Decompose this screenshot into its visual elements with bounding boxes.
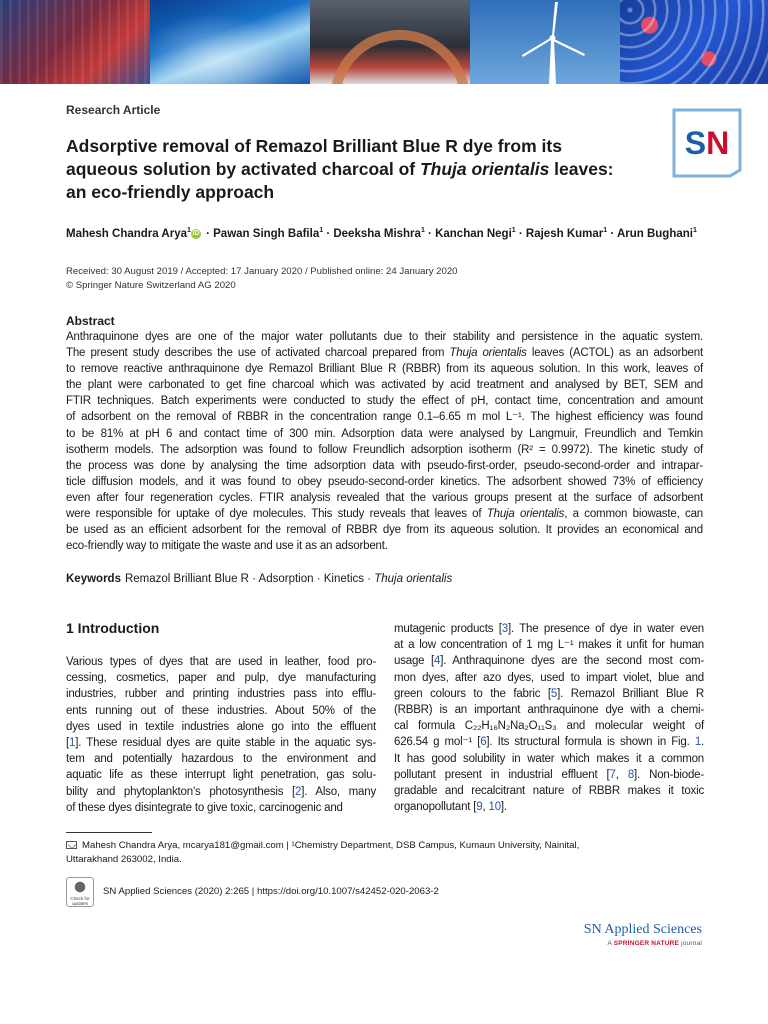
abstract-line: to be 81% at pH 6 and contact time of 300 min. Adsorption data were analysed by Langmuir, Freundlich and Temkin: [66, 427, 703, 440]
author-separator: ·: [515, 227, 526, 240]
author-name[interactable]: Arun Bughani: [616, 227, 693, 240]
body-text-line: aquatic life as these interrupt light penetration, gas solu-: [66, 769, 376, 782]
body-text-line: green colours to the fabric [5]. Remazol Brilliant Blue R: [394, 687, 704, 700]
copyright-line: © Springer Nature Switzerland AG 2020: [66, 279, 236, 291]
body-text-line: It has good solubility in water which makes it a common: [394, 752, 704, 765]
intro-column-right: [394, 621, 704, 815]
keywords: Keywords Remazol Brilliant Blue R · Adsorption · Kinetics · Thuja orientalis: [66, 573, 453, 585]
author-affiliation-mark: 1: [187, 227, 191, 234]
banner-image-5: [620, 0, 768, 84]
body-text-line: (RBBR) is an important anthraquinone dye with a chemi-: [394, 704, 704, 717]
author-name[interactable]: Mahesh Chandra Arya: [66, 227, 187, 240]
body-text-line: tem and potentially hazardous to the environment and: [66, 753, 376, 766]
mail-icon: [66, 841, 77, 849]
wind-turbine-icon: [488, 0, 598, 84]
author-affiliation-mark: 1: [319, 227, 324, 234]
author-name[interactable]: Rajesh Kumar: [525, 227, 604, 240]
abstract-line: to remove reactive anthraquinone dye Remazol Brilliant Blue R (RBBR) from its aqueous solution. In this work, leaves of: [66, 363, 703, 376]
footnote: [66, 839, 666, 866]
banner-image-2: [150, 0, 310, 84]
publication-dates: [66, 265, 458, 292]
author-email-affiliation[interactable]: Mahesh Chandra Arya, mcarya181@gmail.com | ¹Chemistry Department, DSB Campus, Kumaun University, Nainital,: [82, 840, 580, 851]
author-affiliation-mark: 1: [603, 227, 608, 234]
body-text-line: Various types of dyes that are used in leather, food pro-: [66, 656, 376, 668]
abstract-heading: Abstract: [66, 314, 115, 328]
body-text-line: ents running out of these industries. About 50% of the: [66, 704, 376, 717]
abstract-line: be used as an efficient adsorbent for the removal of RBBR dye from its aqueous solution. It provides an economical and: [66, 524, 703, 537]
dates-line: Received: 30 August 2019 / Accepted: 17 January 2020 / Published online: 24 January 2020: [66, 266, 458, 277]
abstract-line: even after four regeneration cycles. FTIR analysis revealed that the various groups present at the surface of adsorbent: [66, 491, 703, 504]
check-for-updates-badge[interactable]: Check for updates: [66, 877, 94, 907]
author-name[interactable]: Pawan Singh Bafila: [213, 227, 320, 240]
body-text-line: cal formula C₂₂H₁₆N₂Na₂O₁₁S₃ and molecular weight of: [394, 720, 704, 733]
body-text-line: at a low concentration of 1 mg L⁻¹ makes it unfit for human: [394, 639, 704, 652]
author-separator: ·: [424, 227, 436, 240]
header-banner: [0, 0, 768, 84]
section-heading-introduction: 1 Introduction: [66, 620, 160, 636]
body-text-line: usage [4]. Anthraquinone dyes are the second most com-: [394, 655, 705, 668]
body-text-line: cessing, cosmetics, paper and pulp, dye manufacturing: [66, 672, 376, 685]
abstract-line: ticle diffusion models, and it was found to obey pseudo-second-order kinetics. The adsorbent showed 73% of efficiency: [66, 475, 703, 488]
intro-column-left: [66, 654, 376, 816]
journal-brand: [560, 922, 702, 947]
body-text-line: [1]. These residual dyes are quite stable in the aquatic sys-: [66, 737, 376, 750]
author-name[interactable]: Deeksha Mishra: [333, 227, 421, 240]
body-text-line: of these dyes disintegrate to give toxic, carcinogenic and: [66, 801, 343, 814]
abstract-line: Anthraquinone dyes are one of the major water pollutants due to their stability and persistence in the aquatic system.: [66, 331, 703, 343]
body-text-line: 626.54 g mol⁻¹ [6]. Its structural formula is shown in Fig. 1.: [394, 736, 705, 749]
banner-image-3: [310, 0, 470, 84]
author-separator: ·: [323, 227, 334, 240]
author-affiliation-mark: 1: [420, 227, 425, 234]
author-list: [66, 227, 706, 240]
affiliation-continued: Uttarakhand 263002, India.: [66, 853, 182, 865]
abstract-line: isotherm models. The adsorption was found to follow Freundlich adsorption isotherm (R² = 0.9972). The kinetic study of: [66, 443, 703, 456]
journal-citation[interactable]: SN Applied Sciences (2020) 2:265 | https://doi.org/10.1007/s42452-020-2063-2: [103, 886, 439, 897]
body-text-line: mutagenic products [3]. The presence of dye in water even: [394, 623, 704, 635]
publisher-line: A SPRINGER NATURE journal: [607, 940, 702, 947]
abstract-line: the process was done by analysing the time adsorption data with pseudo-first-order, pseudo-second-order and intrapar-: [66, 459, 703, 472]
banner-image-wind-turbine: [470, 0, 620, 84]
article-type: Research Article: [66, 103, 161, 117]
abstract-line: FTIR techniques. Batch experiments were conducted to study the effect of pH, contact time, concentration and amount: [66, 395, 703, 408]
abstract-body: [66, 329, 703, 554]
journal-name: SN Applied Sciences: [583, 922, 702, 937]
abstract-line: the plant were carbonated to get fine charcoal which was activated by acid treatment and analysed by BET, SEM and: [66, 379, 703, 392]
abstract-line: eco-friendly way to mitigate the waste and use it as an adsorbent.: [66, 540, 388, 553]
abstract-line: The present study describes the use of activated charcoal prepared from Thuja orientalis leaves (ACTOL) as an adsorbent: [66, 347, 703, 360]
body-text-line: organopollutant [9, 10].: [394, 801, 507, 814]
author-separator: ·: [607, 227, 617, 240]
article-title: Adsorptive removal of Remazol Brilliant Blue R dye from its aqueous solution by activated charcoal of Thuja orientalis leaves: an eco-friendly approach: [66, 136, 614, 202]
body-text-line: dyes used in textile industries alone go into the effluent: [66, 720, 376, 733]
abstract-line: were responsible for uptake of dye molecules. This study reveals that leaves of Thuja orientalis, a common biowaste, can: [66, 508, 704, 521]
footnote-divider: [66, 832, 152, 833]
body-text-line: mon dyes, after azo dyes, used to impart violet, blue and: [394, 671, 704, 684]
author-affiliation-mark: 1: [692, 227, 697, 234]
banner-image-1: [0, 0, 150, 84]
author-affiliation-mark: 1: [511, 227, 516, 234]
author-separator: ·: [202, 227, 214, 240]
body-text-line: pollutant present in industrial effluent [7, 8]. Non-biode-: [394, 768, 704, 781]
orcid-icon[interactable]: iD: [192, 229, 200, 237]
body-text-line: gradable and recalcitrant nature of RBBR makes it toxic: [394, 785, 704, 798]
author-name[interactable]: Kanchan Negi: [435, 227, 512, 240]
body-text-line: bility and phytoplankton’s photosynthesis [2]. Also, many: [66, 785, 376, 798]
svg-text:SN: SN: [684, 125, 730, 161]
body-text-line: industries, rubber and printing industries pass into efflu-: [66, 688, 376, 701]
sn-logo: [672, 108, 742, 178]
abstract-line: of adsorbent on the removal of RBBR in the concentration range 0.1–6.65 m mol L⁻¹. The highest efficiency was found: [66, 411, 703, 424]
